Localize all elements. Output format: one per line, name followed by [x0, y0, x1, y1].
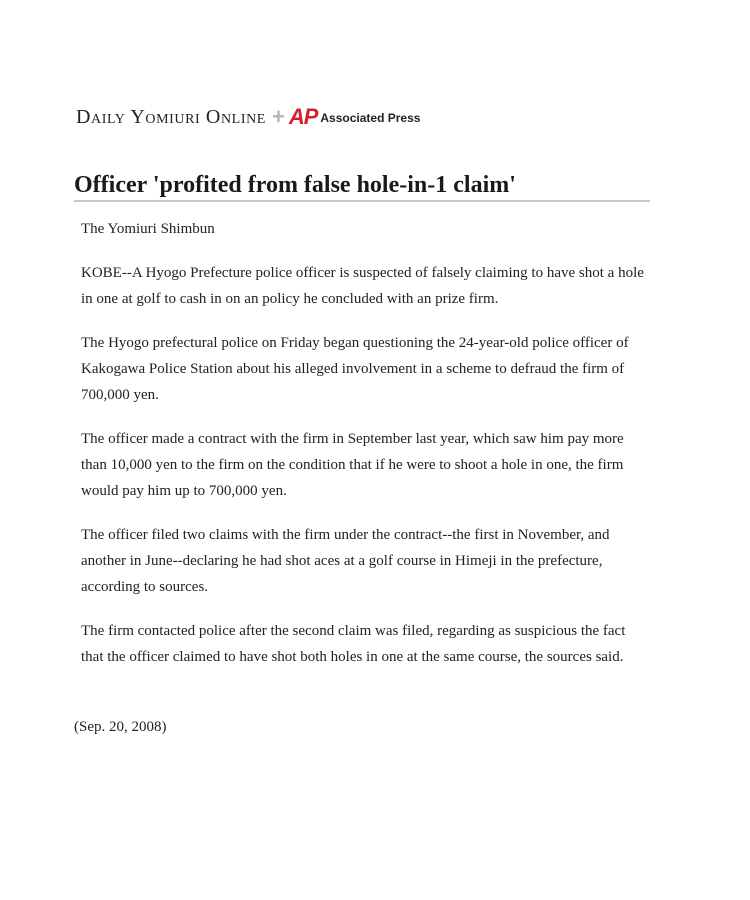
article-date: (Sep. 20, 2008): [74, 719, 167, 735]
article-paragraph-4: The officer filed two claims with the firm under the contract--the first in November, and another in June--declaring he had shot aces at a golf course in Himeji in the prefecture, according to sources.: [81, 527, 610, 595]
plus-sign: +: [271, 104, 285, 129]
associated-press-label: Associated Press: [320, 111, 421, 125]
article-paragraph-1: KOBE--A Hyogo Prefecture police officer is suspected of falsely claiming to have shot a hole in one at golf to cash in on an policy he concluded with an prize firm.: [81, 265, 644, 307]
daily-yomiuri-logo: Daily Yomiuri Online: [76, 106, 266, 128]
headline-divider: [74, 200, 650, 202]
article-body: [81, 216, 651, 688]
article-paragraph-5: The firm contacted police after the second claim was filed, regarding as suspicious the fact that the officer claimed to have shot both holes in one at the same course, the sources said.: [81, 623, 626, 665]
article-headline: Officer 'profited from false hole-in-1 claim': [74, 172, 516, 198]
article-paragraph-3: The officer made a contract with the firm in September last year, which saw him pay more than 10,000 yen to the firm on the condition that if he were to shoot a hole in one, the firm would pay him up to 700,000 yen.: [81, 431, 624, 499]
ap-logo: AP: [288, 104, 318, 129]
masthead: [76, 106, 420, 128]
article-paragraph-2: The Hyogo prefectural police on Friday began questioning the 24-year-old police officer of Kakogawa Police Station about his alleged involvement in a scheme to defraud the firm of 700,000 yen.: [81, 335, 629, 403]
article-source: The Yomiuri Shimbun: [81, 221, 215, 237]
